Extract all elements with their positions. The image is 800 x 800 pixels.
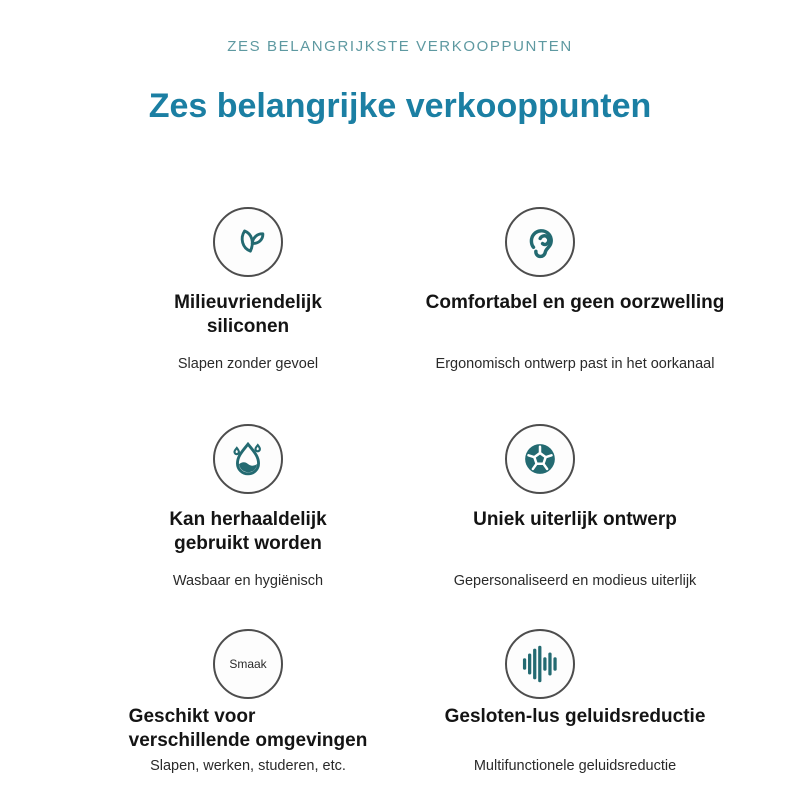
soccer-ball-icon bbox=[505, 424, 575, 494]
feature-icon-wrap bbox=[505, 629, 575, 699]
smaak-label: Smaak bbox=[229, 657, 267, 672]
feature-card-comfortabel bbox=[375, 207, 775, 424]
feature-title-line: gebruikt worden bbox=[174, 533, 322, 555]
feature-icon-wrap bbox=[213, 424, 283, 494]
feature-icon-wrap bbox=[505, 424, 575, 494]
feature-subtitle: Slapen, werken, studeren, etc. bbox=[150, 758, 346, 775]
feature-title-line: Geschikt voor bbox=[128, 706, 256, 728]
feature-card-geluidsreductie bbox=[375, 629, 775, 775]
feature-title-line: Kan herhaaldelijk bbox=[169, 509, 327, 531]
feature-title bbox=[426, 291, 725, 355]
feature-title-line: Gesloten-lus geluidsreductie bbox=[444, 706, 706, 728]
page-header bbox=[0, 0, 800, 126]
water-drop-icon bbox=[213, 424, 283, 494]
feature-title bbox=[445, 705, 706, 757]
feature-title-line: Comfortabel en geen oorzwelling bbox=[425, 292, 725, 314]
feature-icon-wrap bbox=[505, 207, 575, 277]
feature-title bbox=[174, 291, 322, 355]
feature-title bbox=[169, 508, 326, 572]
feature-subtitle: Slapen zonder gevoel bbox=[177, 356, 319, 373]
feature-icon-wrap bbox=[213, 629, 283, 699]
feature-title-line: siliconen bbox=[206, 316, 290, 338]
feature-card-uniek-ontwerp bbox=[375, 424, 775, 629]
feature-title bbox=[129, 705, 368, 757]
feature-icon-wrap bbox=[213, 207, 283, 277]
feature-grid bbox=[0, 207, 800, 775]
feature-title-line: Milieuvriendelijk bbox=[174, 292, 322, 314]
feature-subtitle: Gepersonaliseerd en modieus uiterlijk bbox=[453, 573, 697, 590]
feature-subtitle: Wasbaar en hygiënisch bbox=[172, 573, 324, 590]
ear-icon bbox=[505, 207, 575, 277]
page-title: Zes belangrijke verkooppunten bbox=[148, 87, 652, 125]
smaak-text-circle bbox=[213, 629, 283, 699]
leaf-icon bbox=[213, 207, 283, 277]
feature-title-line: Uniek uiterlijk ontwerp bbox=[473, 509, 677, 531]
feature-title bbox=[473, 508, 677, 572]
feature-title-line: verschillende omgevingen bbox=[128, 730, 368, 752]
feature-subtitle: Multifunctionele geluidsreductie bbox=[473, 758, 677, 775]
eyebrow-heading: ZES BELANGRIJKSTE VERKOOPPUNTEN bbox=[227, 38, 573, 55]
feature-subtitle: Ergonomisch ontwerp past in het oorkanaal bbox=[435, 356, 715, 373]
sound-wave-icon bbox=[505, 629, 575, 699]
